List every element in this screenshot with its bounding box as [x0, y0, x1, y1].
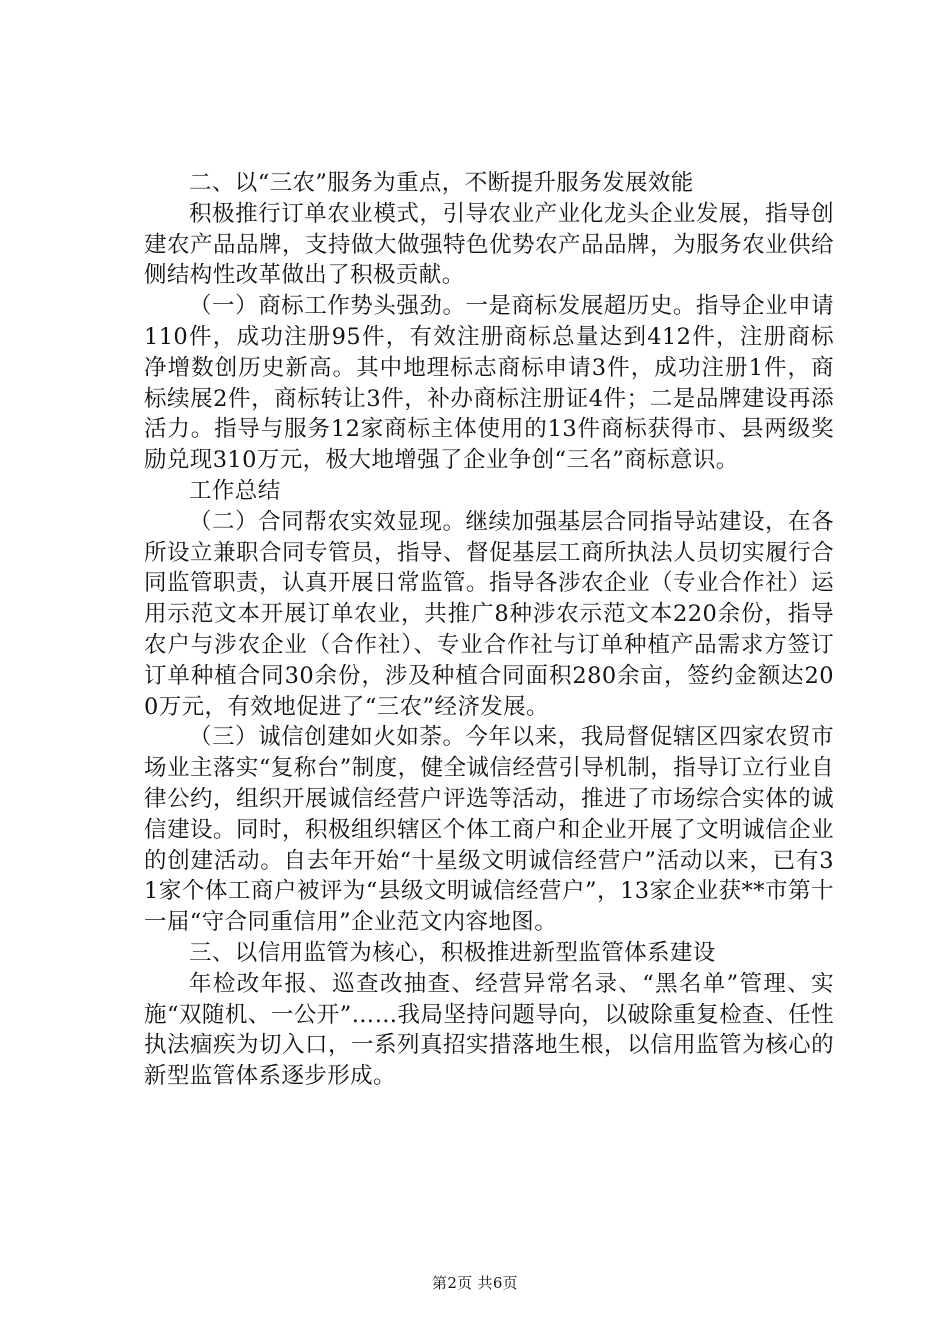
paragraph: （三）诚信创建如火如荼。今年以来，我局督促辖区四家农贸市场业主落实“复称台”制度，健全诚信经营引导机制，指导订立行业自律公约，组织开展诚信经营户评选等活动，推进了市场综合实体的诚信建设。同时，积极组织辖区个体工商户和企业开展了文明诚信企业的创建活动。自去年开始“十星级文明诚信经营户”活动以来，已有31家个体工商户被评为“县级文明诚信经营户”，13家企业获**市第十一届“守合同重信用”企业范文内容地图。	[144, 724, 834, 936]
paragraph: （二）合同帮农实效显现。继续加强基层合同指导站建设，在各所设立兼职合同专管员，指导、督促基层工商所执法人员切实履行合同监管职责，认真开展日常监管。指导各涉农企业（专业合作社）运用示范文本开展订单农业，共推广8种涉农示范文本220余份，指导农户与涉农企业（合作社）、专业合作社与订单种植产品需求方签订订单种植合同30余份，涉及种植合同面积280余亩，签约金额达200万元，有效地促进了“三农”经济发展。	[144, 508, 834, 720]
paragraph: （一）商标工作势头强劲。一是商标发展超历史。指导企业申请110件，成功注册95件，有效注册商标总量达到412件，注册商标净增数创历史新高。其中地理标志商标申请3件，成功注册1件，商标续展2件，商标转让3件，补办商标注册证4件；二是品牌建设再添活力。指导与服务12家商标主体使用的13件商标获得市、县两级奖励兑现310万元，极大地增强了企业争创“三名”商标意识。	[144, 293, 834, 474]
section-heading: 工作总结	[189, 477, 281, 504]
section-heading: 二、以“三农”服务为重点，不断提升服务发展效能	[189, 170, 694, 196]
document-body	[144, 168, 834, 1092]
paragraph: 积极推行订单农业模式，引导农业产业化龙头企业发展，指导创建农产品品牌，支持做大做强特色优势农产品品牌，为服务农业供给侧结构性改革做出了积极贡献。	[144, 200, 834, 289]
page-number-footer: 第2页 共6页	[432, 1274, 518, 1292]
paragraph: 年检改年报、巡查改抽查、经营异常名录、“黑名单”管理、实施“双随机、一公开”……我局坚持问题导向，以破除重复检查、任性执法痼疾为切入口，一系列真招实措落地生根，以信用监管为核心的新型监管体系逐步形成。	[144, 970, 834, 1090]
section-heading: 三、以信用监管为核心，积极推进新型监管体系建设	[189, 939, 716, 966]
